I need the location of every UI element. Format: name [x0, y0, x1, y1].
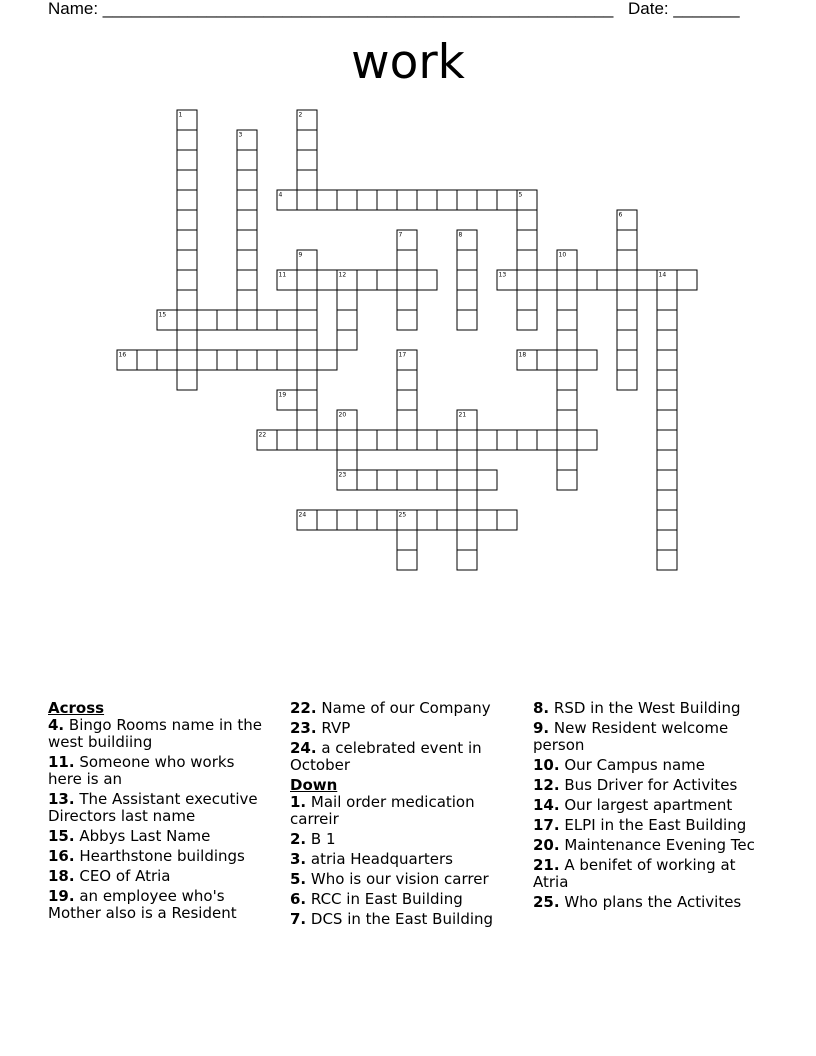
grid-cell[interactable]: [457, 530, 477, 550]
grid-cell[interactable]: [357, 270, 377, 290]
grid-cell[interactable]: [177, 330, 197, 350]
grid-cell[interactable]: [297, 270, 317, 290]
clue-text: Our Campus name: [559, 756, 706, 774]
clue-text: an employee who's Mother also is a Resident: [48, 887, 237, 922]
grid-cell[interactable]: [657, 510, 677, 530]
clue-number: 23.: [290, 719, 317, 737]
grid-cell[interactable]: [357, 430, 377, 450]
down-clue-list-continued: [533, 700, 765, 911]
down-clue: [290, 794, 520, 828]
grid-cell[interactable]: [577, 270, 597, 290]
grid-cell[interactable]: [137, 350, 157, 370]
grid-cell[interactable]: [557, 330, 577, 350]
clue-number-label: 12: [338, 271, 347, 279]
clue-number-label: 17: [398, 351, 407, 359]
across-clue: [290, 720, 520, 737]
grid-cell[interactable]: [177, 170, 197, 190]
grid-cell[interactable]: [497, 430, 517, 450]
grid-cell[interactable]: [197, 350, 217, 370]
grid-cell[interactable]: [477, 510, 497, 530]
grid-cell[interactable]: [657, 370, 677, 390]
clue-number-label: 1: [178, 111, 183, 119]
puzzle-title: work: [351, 35, 465, 90]
clue-number: 11.: [48, 753, 75, 771]
grid-cell[interactable]: [297, 390, 317, 410]
clue-text: B 1: [306, 830, 336, 848]
clue-column-2: [290, 700, 520, 931]
grid-cell[interactable]: [337, 190, 357, 210]
grid-cell[interactable]: [237, 350, 257, 370]
grid-cell[interactable]: [477, 430, 497, 450]
grid-cell[interactable]: [517, 250, 537, 270]
across-clue: [48, 791, 272, 825]
clue-number-label: 6: [618, 211, 623, 219]
grid-cell[interactable]: [177, 190, 197, 210]
grid-cell[interactable]: [317, 430, 337, 450]
clue-text: Our largest apartment: [559, 796, 733, 814]
clue-text: Mail order medication carreir: [290, 793, 475, 828]
grid-cell[interactable]: [337, 450, 357, 470]
grid-cell[interactable]: [617, 290, 637, 310]
down-clue: [533, 720, 765, 754]
grid-cell[interactable]: [497, 510, 517, 530]
clue-text: Who is our vision carrer: [306, 870, 489, 888]
grid-cell[interactable]: [377, 190, 397, 210]
grid-cell[interactable]: [437, 190, 457, 210]
grid-cell[interactable]: [297, 310, 317, 330]
down-clue: [533, 857, 765, 891]
grid-cell[interactable]: [217, 350, 237, 370]
grid-cell[interactable]: [557, 390, 577, 410]
clue-number: 15.: [48, 827, 75, 845]
grid-cell[interactable]: [657, 490, 677, 510]
grid-cell[interactable]: [657, 430, 677, 450]
grid-cell[interactable]: [517, 310, 537, 330]
grid-cell[interactable]: [417, 190, 437, 210]
down-clue: [290, 911, 520, 928]
grid-cell[interactable]: [677, 270, 697, 290]
grid-cell[interactable]: [177, 130, 197, 150]
grid-cell[interactable]: [577, 350, 597, 370]
across-clue: [48, 868, 272, 885]
grid-cell[interactable]: [597, 270, 617, 290]
grid-cell[interactable]: [657, 310, 677, 330]
clue-number-label: 10: [558, 251, 567, 259]
grid-cell[interactable]: [617, 310, 637, 330]
clue-number: 10.: [533, 756, 560, 774]
grid-cell[interactable]: [617, 250, 637, 270]
grid-cell[interactable]: [397, 390, 417, 410]
grid-cell[interactable]: [417, 430, 437, 450]
grid-cell[interactable]: [197, 310, 217, 330]
grid-cell[interactable]: [557, 310, 577, 330]
grid-cell[interactable]: [657, 330, 677, 350]
grid-cell[interactable]: [657, 390, 677, 410]
grid-cell[interactable]: [417, 510, 437, 530]
grid-cell[interactable]: [297, 330, 317, 350]
grid-cell[interactable]: [517, 230, 537, 250]
grid-cell[interactable]: [377, 510, 397, 530]
grid-cell[interactable]: [397, 410, 417, 430]
grid-cell[interactable]: [177, 270, 197, 290]
grid-cell[interactable]: [297, 350, 317, 370]
clue-number-label: 3: [238, 131, 243, 139]
grid-cell[interactable]: [477, 190, 497, 210]
clue-text: New Resident welcome person: [533, 719, 729, 754]
clue-number-label: 20: [338, 411, 347, 419]
grid-cell[interactable]: [537, 430, 557, 450]
clue-number: 16.: [48, 847, 75, 865]
grid-cell[interactable]: [237, 290, 257, 310]
grid-cell[interactable]: [517, 290, 537, 310]
across-heading: Across: [48, 699, 105, 717]
grid-cell[interactable]: [497, 190, 517, 210]
down-clue: [290, 871, 520, 888]
grid-cell[interactable]: [657, 550, 677, 570]
grid-cell[interactable]: [437, 470, 457, 490]
grid-cell[interactable]: [357, 190, 377, 210]
grid-cell[interactable]: [457, 510, 477, 530]
grid-cell[interactable]: [337, 290, 357, 310]
clue-columns: [0, 700, 816, 1000]
down-clue: [533, 894, 765, 911]
grid-cell[interactable]: [337, 510, 357, 530]
grid-cell[interactable]: [317, 510, 337, 530]
clue-column-3: [533, 700, 765, 914]
grid-cell[interactable]: [557, 370, 577, 390]
clue-number: 3.: [290, 850, 307, 868]
clue-text: Abbys Last Name: [74, 827, 211, 845]
grid-cell[interactable]: [397, 530, 417, 550]
clue-text: Bus Driver for Activites: [559, 776, 738, 794]
clue-number: 17.: [533, 816, 560, 834]
grid-cell[interactable]: [237, 250, 257, 270]
grid-cell[interactable]: [317, 350, 337, 370]
grid-cell[interactable]: [297, 430, 317, 450]
grid-cell[interactable]: [297, 370, 317, 390]
grid-cell[interactable]: [177, 210, 197, 230]
across-clue-list: [48, 717, 272, 922]
grid-cell[interactable]: [157, 350, 177, 370]
down-clue: [533, 700, 765, 717]
down-clue: [290, 831, 520, 848]
grid-cell[interactable]: [357, 470, 377, 490]
grid-cell[interactable]: [657, 450, 677, 470]
down-clue: [290, 851, 520, 868]
clue-text: A benifet of working at Atria: [533, 856, 736, 891]
clue-number: 12.: [533, 776, 560, 794]
clue-number-label: 7: [398, 231, 403, 239]
grid-cell[interactable]: [177, 230, 197, 250]
grid-cell[interactable]: [437, 510, 457, 530]
grid-cell[interactable]: [297, 410, 317, 430]
grid-cell[interactable]: [557, 410, 577, 430]
across-clue: [48, 848, 272, 865]
across-clue: [48, 828, 272, 845]
across-clue: [48, 754, 272, 788]
grid-cell[interactable]: [257, 310, 277, 330]
grid-cell[interactable]: [237, 310, 257, 330]
grid-cell[interactable]: [557, 430, 577, 450]
grid-cell[interactable]: [637, 270, 657, 290]
grid-cell[interactable]: [277, 350, 297, 370]
grid-cell[interactable]: [237, 230, 257, 250]
clue-number-label: 14: [658, 271, 667, 279]
grid-cell[interactable]: [237, 270, 257, 290]
down-clue-list: [290, 794, 520, 928]
grid-cell[interactable]: [537, 270, 557, 290]
clue-number-label: 15: [158, 311, 167, 319]
clue-number: 1.: [290, 793, 307, 811]
across-clue: [48, 717, 272, 751]
clue-number: 20.: [533, 836, 560, 854]
grid-cell[interactable]: [177, 250, 197, 270]
grid-cell[interactable]: [517, 210, 537, 230]
name-line: Name: ______________________________________________________: [48, 0, 614, 18]
grid-cell[interactable]: [257, 350, 277, 370]
grid-cell[interactable]: [177, 150, 197, 170]
grid-cell[interactable]: [377, 270, 397, 290]
grid-cell[interactable]: [457, 250, 477, 270]
clue-text: Hearthstone buildings: [74, 847, 245, 865]
grid-cell[interactable]: [297, 130, 317, 150]
grid-cell[interactable]: [397, 190, 417, 210]
grid-cell[interactable]: [657, 350, 677, 370]
grid-cell[interactable]: [317, 190, 337, 210]
grid-cell[interactable]: [397, 470, 417, 490]
grid-cell[interactable]: [657, 410, 677, 430]
grid-cell[interactable]: [617, 230, 637, 250]
clue-text: RCC in East Building: [306, 890, 463, 908]
grid-cell[interactable]: [457, 190, 477, 210]
clue-number-label: 25: [398, 511, 407, 519]
grid-cell[interactable]: [297, 290, 317, 310]
grid-cell[interactable]: [537, 350, 557, 370]
clue-number: 2.: [290, 830, 307, 848]
clue-number-label: 8: [458, 231, 463, 239]
grid-cell[interactable]: [617, 330, 637, 350]
clue-number-label: 22: [258, 431, 267, 439]
grid-cell[interactable]: [557, 290, 577, 310]
grid-cell[interactable]: [457, 310, 477, 330]
clue-text: Who plans the Activites: [559, 893, 742, 911]
grid-cell[interactable]: [277, 310, 297, 330]
clue-number-label: 5: [518, 191, 523, 199]
grid-cell[interactable]: [237, 150, 257, 170]
grid-cell[interactable]: [457, 490, 477, 510]
grid-cell[interactable]: [337, 310, 357, 330]
grid-cell[interactable]: [617, 270, 637, 290]
grid-cell[interactable]: [457, 290, 477, 310]
grid-cell[interactable]: [617, 370, 637, 390]
grid-cell[interactable]: [457, 550, 477, 570]
grid-cell[interactable]: [577, 430, 597, 450]
grid-cell[interactable]: [397, 370, 417, 390]
grid-cell[interactable]: [297, 190, 317, 210]
grid-cell[interactable]: [617, 350, 637, 370]
grid-cell[interactable]: [177, 310, 197, 330]
clue-number: 9.: [533, 719, 550, 737]
clue-number: 22.: [290, 699, 317, 717]
clue-number: 5.: [290, 870, 307, 888]
grid-cell[interactable]: [237, 190, 257, 210]
clue-number: 24.: [290, 739, 317, 757]
clue-number-label: 21: [458, 411, 467, 419]
clue-text: The Assistant executive Directors last name: [48, 790, 258, 825]
grid-cell[interactable]: [397, 270, 417, 290]
grid-cell[interactable]: [297, 150, 317, 170]
clue-number: 19.: [48, 887, 75, 905]
grid-cell[interactable]: [457, 430, 477, 450]
grid-cell[interactable]: [317, 270, 337, 290]
grid-cell[interactable]: [237, 210, 257, 230]
grid-cell[interactable]: [397, 550, 417, 570]
clue-number: 14.: [533, 796, 560, 814]
clue-number-label: 4: [278, 191, 283, 199]
clue-number-label: 16: [118, 351, 127, 359]
grid-cell[interactable]: [517, 430, 537, 450]
across-clue: [290, 740, 520, 774]
grid-cell[interactable]: [457, 470, 477, 490]
grid-cell[interactable]: [457, 270, 477, 290]
grid-cell[interactable]: [357, 510, 377, 530]
clue-text: Someone who works here is an: [48, 753, 235, 788]
clue-text: CEO of Atria: [74, 867, 171, 885]
grid-cell[interactable]: [177, 370, 197, 390]
grid-cell[interactable]: [557, 270, 577, 290]
grid-cell[interactable]: [217, 310, 237, 330]
clue-number-label: 13: [498, 271, 507, 279]
clue-number: 4.: [48, 716, 65, 734]
clue-number-label: 23: [338, 471, 347, 479]
grid-cell[interactable]: [377, 430, 397, 450]
clue-text: DCS in the East Building: [306, 910, 494, 928]
grid-cell[interactable]: [337, 430, 357, 450]
clue-text: Bingo Rooms name in the west buildiing: [48, 716, 263, 751]
grid-cell[interactable]: [337, 330, 357, 350]
clue-column-1: [48, 700, 272, 925]
grid-cell[interactable]: [437, 430, 457, 450]
clue-number: 21.: [533, 856, 560, 874]
clue-text: RVP: [316, 719, 351, 737]
down-clue: [533, 797, 765, 814]
grid-cell[interactable]: [417, 470, 437, 490]
grid-cell[interactable]: [557, 350, 577, 370]
clue-number-label: 2: [298, 111, 303, 119]
grid-cell[interactable]: [477, 470, 497, 490]
clue-number-label: 19: [278, 391, 287, 399]
grid-cell[interactable]: [517, 270, 537, 290]
grid-cell[interactable]: [377, 470, 397, 490]
clue-text: RSD in the West Building: [549, 699, 741, 717]
down-clue: [533, 817, 765, 834]
clue-number: 18.: [48, 867, 75, 885]
clue-number-label: 11: [278, 271, 287, 279]
clue-number-label: 18: [518, 351, 527, 359]
down-clue: [290, 891, 520, 908]
grid-cell[interactable]: [177, 350, 197, 370]
grid-cell[interactable]: [417, 270, 437, 290]
date-line: Date: _______: [628, 0, 740, 18]
grid-cell[interactable]: [397, 310, 417, 330]
down-clue: [533, 837, 765, 854]
grid-cell[interactable]: [237, 170, 257, 190]
grid-cell[interactable]: [657, 470, 677, 490]
clue-number: 25.: [533, 893, 560, 911]
across-clue: [290, 700, 520, 717]
clue-text: Name of our Company: [316, 699, 491, 717]
grid-cell[interactable]: [177, 290, 197, 310]
down-clue: [533, 757, 765, 774]
grid-cell[interactable]: [397, 430, 417, 450]
down-heading: Down: [290, 776, 338, 794]
across-clue-list-continued: [290, 700, 520, 774]
grid-cell[interactable]: [657, 290, 677, 310]
clue-text: Maintenance Evening Tec: [559, 836, 755, 854]
grid-cell[interactable]: [397, 250, 417, 270]
clue-number: 8.: [533, 699, 550, 717]
grid-cell[interactable]: [557, 470, 577, 490]
clue-number: 6.: [290, 890, 307, 908]
grid-cell[interactable]: [297, 170, 317, 190]
down-clue: [533, 777, 765, 794]
grid-cell[interactable]: [457, 450, 477, 470]
clue-text: a celebrated event in October: [290, 739, 482, 774]
clue-text: ELPI in the East Building: [559, 816, 747, 834]
clue-text: atria Headquarters: [306, 850, 453, 868]
clue-number-label: 9: [298, 251, 303, 259]
across-clue: [48, 888, 272, 922]
grid-cell[interactable]: [277, 430, 297, 450]
grid-cell[interactable]: [557, 450, 577, 470]
grid-cell[interactable]: [657, 530, 677, 550]
clue-number: 13.: [48, 790, 75, 808]
grid-cell[interactable]: [397, 290, 417, 310]
clue-number-label: 24: [298, 511, 307, 519]
clue-number: 7.: [290, 910, 307, 928]
